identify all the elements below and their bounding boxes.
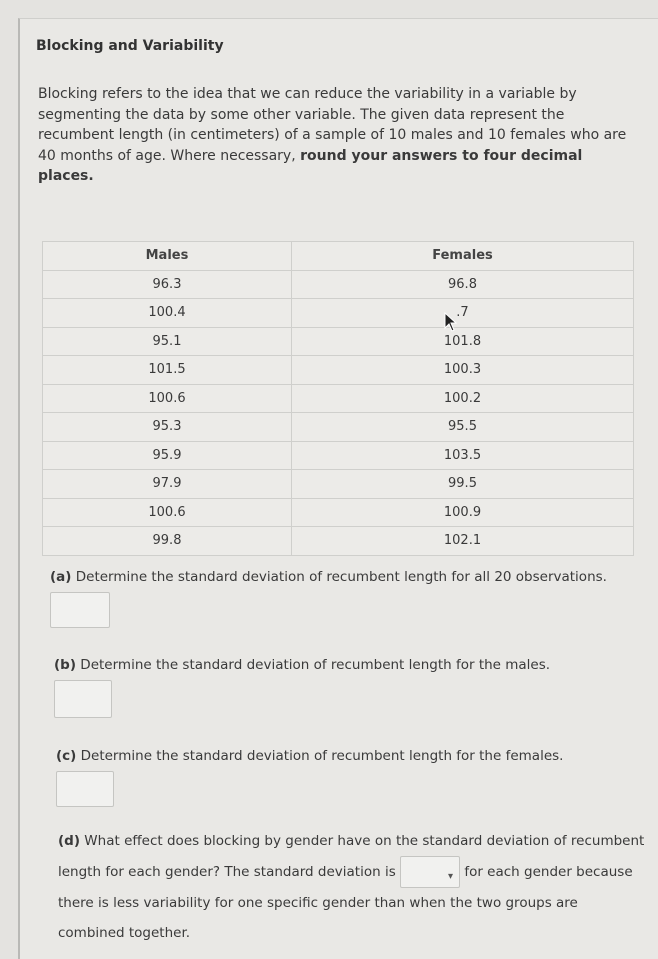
males-cell: 101.5 [43,356,292,385]
males-cell: 96.3 [43,270,292,299]
males-cell: 100.4 [43,299,292,328]
data-table [42,241,634,556]
females-cell: 100.9 [292,498,634,527]
table-row [43,413,634,442]
question-a: (a) Determine the standard deviation of recumbent length for all 20 observations. [50,562,610,628]
males-cell: 95.3 [43,413,292,442]
header-males: Males [43,242,292,271]
page-title: Blocking and Variability [36,38,224,54]
chevron-down-icon: ▾ [448,871,454,882]
question-b: (b) Determine the standard deviation of recumbent length for the males. [54,650,550,718]
females-cell: .7 [292,299,634,328]
answer-c-input[interactable] [56,771,114,807]
question-d: (d) What effect does blocking by gender have on the standard deviation of recumbent length for each gender? The standard deviation is ▾ for each gender because there is less variability for one specific gender than when the two groups are combined together. [58,833,645,941]
table-row [43,470,634,499]
header-females: Females [292,242,634,271]
males-cell: 95.9 [43,441,292,470]
table-row [43,527,634,556]
table-row [43,498,634,527]
table-row [43,384,634,413]
answer-b-input[interactable] [54,680,112,718]
females-cell: 102.1 [292,527,634,556]
males-cell: 100.6 [43,384,292,413]
intro-paragraph: Blocking refers to the idea that we can reduce the variability in a variable by segmenting the data by some other variable. The given data represent the recumbent length (in centimeters) of a sample of 10 males and 10 females who are 40 months of age. Where necessary, round your answers to four decimal places. [38,86,627,184]
question-c: (c) Determine the standard deviation of recumbent length for the females. [56,741,563,807]
females-cell: 100.2 [292,384,634,413]
females-cell: 95.5 [292,413,634,442]
table-row [43,327,634,356]
males-cell: 97.9 [43,470,292,499]
females-cell: 101.8 [292,327,634,356]
males-cell: 95.1 [43,327,292,356]
males-cell: 100.6 [43,498,292,527]
females-cell: 103.5 [292,441,634,470]
table-row [43,299,634,328]
table-row [43,441,634,470]
answer-a-input[interactable] [50,592,110,628]
females-cell: 99.5 [292,470,634,499]
answer-d-select[interactable] [400,856,460,888]
females-cell: 100.3 [292,356,634,385]
males-cell: 99.8 [43,527,292,556]
females-cell: 96.8 [292,270,634,299]
table-row [43,356,634,385]
table-row [43,270,634,299]
